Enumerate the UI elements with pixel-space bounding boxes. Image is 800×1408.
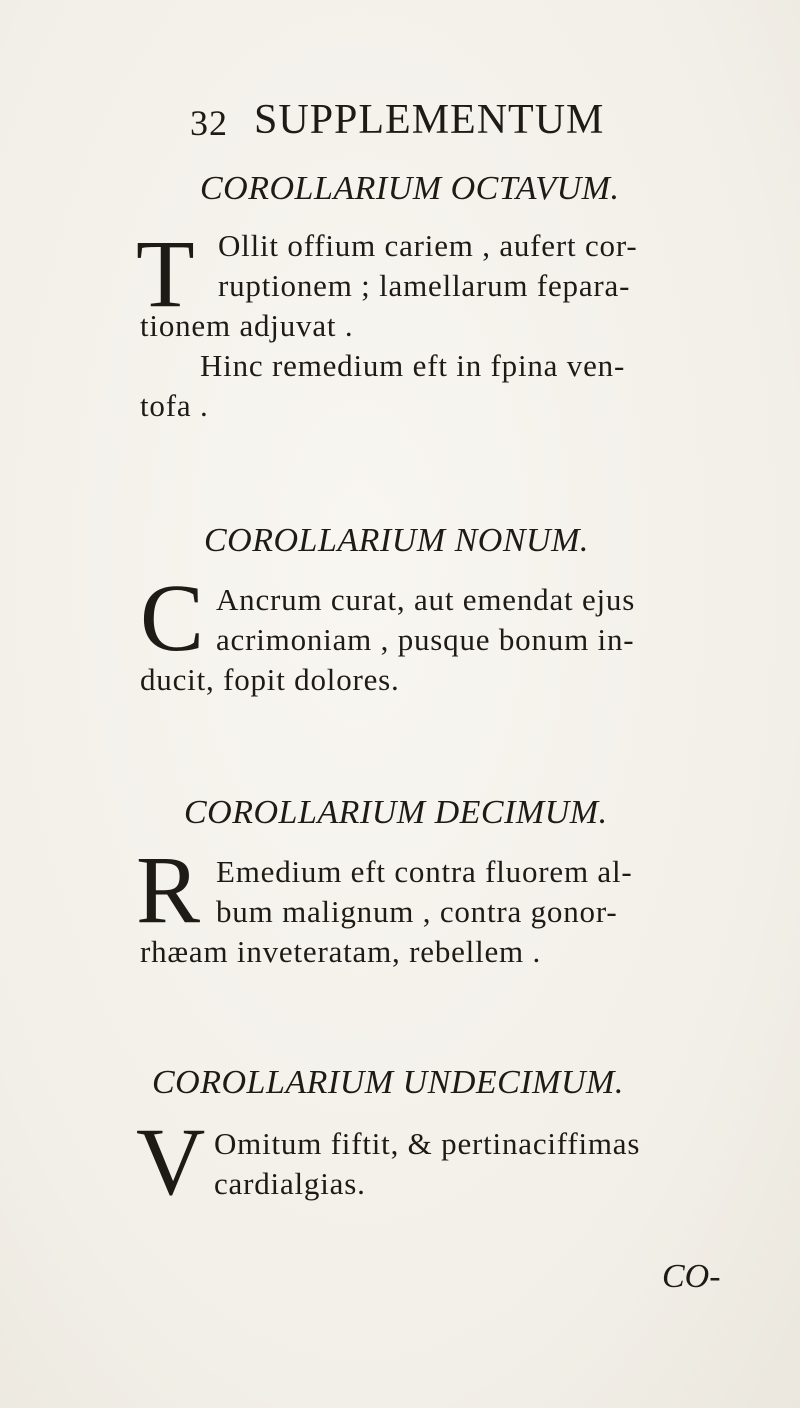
- section-heading: COROLLARIUM DECIMUM.: [184, 794, 608, 831]
- running-title: SUPPLEMENTUM: [254, 97, 605, 143]
- text-line: ducit, fopit dolores.: [140, 662, 400, 697]
- page-number: 32: [190, 103, 228, 143]
- drop-cap: V: [136, 1108, 206, 1215]
- text-line: Hinc remedium eft in fpina ven-: [200, 348, 626, 383]
- text-line: cardialgias.: [214, 1166, 366, 1201]
- running-head: [190, 96, 750, 152]
- text-line: ruptionem ; lamellarum fepara-: [218, 268, 631, 303]
- text-line: Omitum fiftit, & pertinaciffimas: [214, 1126, 641, 1161]
- drop-cap: C: [140, 564, 205, 671]
- section-heading: COROLLARIUM OCTAVUM.: [200, 170, 620, 207]
- text-line: rhæam inveteratam, rebellem .: [140, 934, 542, 969]
- section-heading: COROLLARIUM NONUM.: [204, 522, 589, 559]
- drop-cap: R: [136, 836, 201, 943]
- drop-cap: T: [136, 220, 195, 327]
- text-line: Ancrum curat, aut emendat ejus: [216, 582, 636, 617]
- text-line: tionem adjuvat .: [140, 308, 354, 343]
- section-heading: COROLLARIUM UNDECIMUM.: [152, 1064, 624, 1101]
- text-line: bum malignum , contra gonor-: [216, 894, 618, 929]
- text-line: Emedium eft contra fluorem al-: [216, 854, 633, 889]
- text-line: Ollit offium cariem , aufert cor-: [218, 228, 638, 263]
- text-line: acrimoniam , pusque bonum in-: [216, 622, 635, 657]
- catchword: CO-: [662, 1258, 721, 1295]
- text-line: tofa .: [140, 388, 209, 423]
